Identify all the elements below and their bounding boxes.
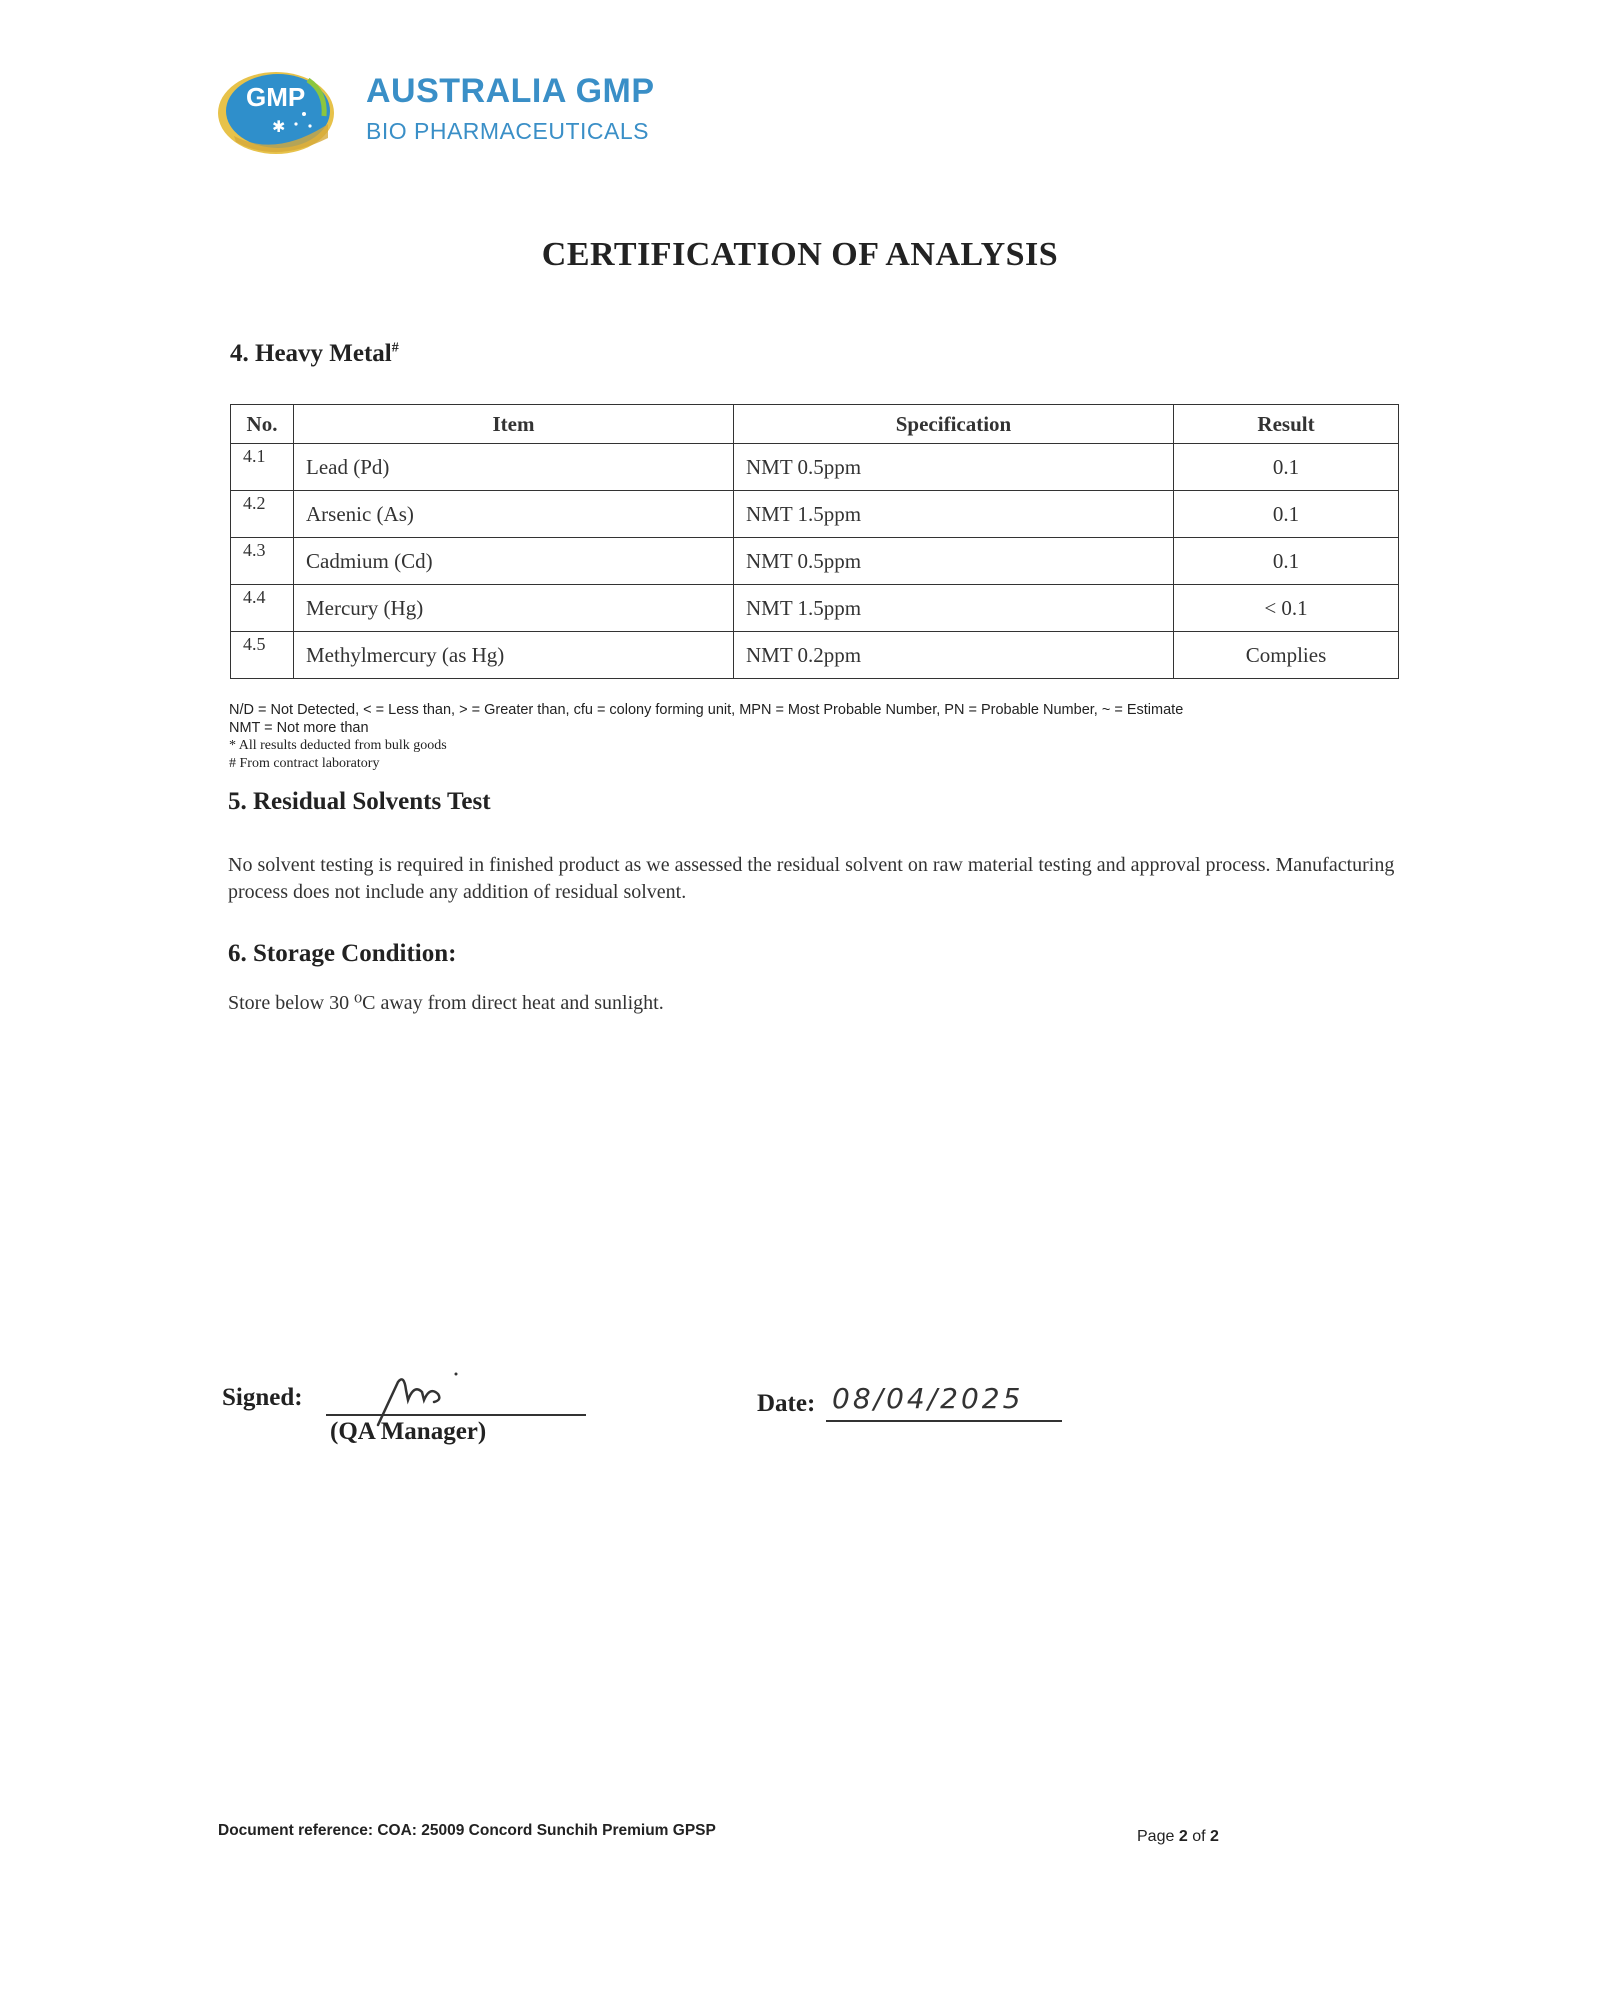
row-item: Methylmercury (as Hg): [294, 632, 734, 679]
storage-heading: 6. Storage Condition:: [228, 940, 457, 967]
handwritten-date: 08/04/2025: [832, 1382, 1024, 1415]
gmp-globe-icon: [216, 66, 338, 156]
page-word: Page: [1137, 1828, 1175, 1845]
row-specification: NMT 0.5ppm: [734, 538, 1174, 585]
row-result: 0.1: [1174, 538, 1399, 585]
column-header-specification: Specification: [734, 405, 1174, 444]
page-total: 2: [1209, 1828, 1219, 1845]
table-row: [231, 585, 1399, 632]
row-number: 4.2: [231, 491, 294, 538]
residual-solvents-text: No solvent testing is required in finished product as we assessed the residual solvent on raw material testing and approval process. Manufacturing process does not include any addition of residual solvent.: [228, 854, 1395, 903]
date-label: Date:: [757, 1390, 816, 1417]
brand-title: AUSTRALIA GMP: [366, 72, 655, 110]
brand-subtitle: BIO PHARMACEUTICALS: [366, 118, 649, 144]
row-item: Mercury (Hg): [294, 585, 734, 632]
table-header-row: [231, 405, 1399, 444]
table-row: [231, 538, 1399, 585]
column-header-result: Result: [1174, 405, 1399, 444]
page-current: 2: [1178, 1828, 1188, 1845]
row-item: Arsenic (As): [294, 491, 734, 538]
row-item: Lead (Pd): [294, 444, 734, 491]
page-of: of: [1192, 1828, 1206, 1845]
svg-text:✱: ✱: [272, 117, 286, 136]
table-row: [231, 444, 1399, 491]
nmt-note: NMT = Not more than: [229, 719, 369, 736]
column-header-item: Item: [294, 405, 734, 444]
table-notes: [229, 702, 1183, 772]
heavy-metal-heading: [230, 340, 399, 368]
company-logo: [216, 66, 656, 166]
qa-manager-label: (QA Manager): [330, 1418, 487, 1445]
row-result: 0.1: [1174, 444, 1399, 491]
bulk-goods-note: * All results deducted from bulk goods: [229, 738, 447, 753]
row-specification: NMT 1.5ppm: [734, 491, 1174, 538]
row-result: Complies: [1174, 632, 1399, 679]
row-number: 4.1: [231, 444, 294, 491]
row-specification: NMT 0.2ppm: [734, 632, 1174, 679]
page-indicator: [1137, 1828, 1219, 1846]
column-header-no: No.: [231, 405, 294, 444]
table-row: [231, 632, 1399, 679]
row-specification: NMT 0.5ppm: [734, 444, 1174, 491]
row-number: 4.5: [231, 632, 294, 679]
heavy-metal-heading-text: 4. Heavy Metal: [230, 340, 392, 367]
row-result: 0.1: [1174, 491, 1399, 538]
signed-label: Signed:: [222, 1384, 303, 1411]
table-row: [231, 491, 1399, 538]
row-number: 4.4: [231, 585, 294, 632]
residual-solvents-heading: 5. Residual Solvents Test: [228, 788, 491, 815]
contract-lab-note: # From contract laboratory: [229, 755, 380, 771]
row-specification: NMT 1.5ppm: [734, 585, 1174, 632]
date-line: [826, 1420, 1062, 1422]
storage-text: Store below 30 ⁰C away from direct heat and sunlight.: [228, 992, 664, 1014]
row-result: < 0.1: [1174, 585, 1399, 632]
row-number: 4.3: [231, 538, 294, 585]
document-title: CERTIFICATION OF ANALYSIS: [541, 236, 1059, 273]
svg-text:GMP: GMP: [246, 82, 306, 112]
document-reference: Document reference: COA: 25009 Concord Sunchih Premium GPSP: [218, 1822, 716, 1839]
heavy-metal-table: [230, 404, 1399, 679]
row-item: Cadmium (Cd): [294, 538, 734, 585]
heavy-metal-heading-mark: #: [391, 340, 399, 356]
abbreviation-note: N/D = Not Detected, < = Less than, > = Greater than, cfu = colony forming unit, MPN = Most Probable Number, PN = Probable Number, ~ = Estimate: [229, 702, 1184, 718]
